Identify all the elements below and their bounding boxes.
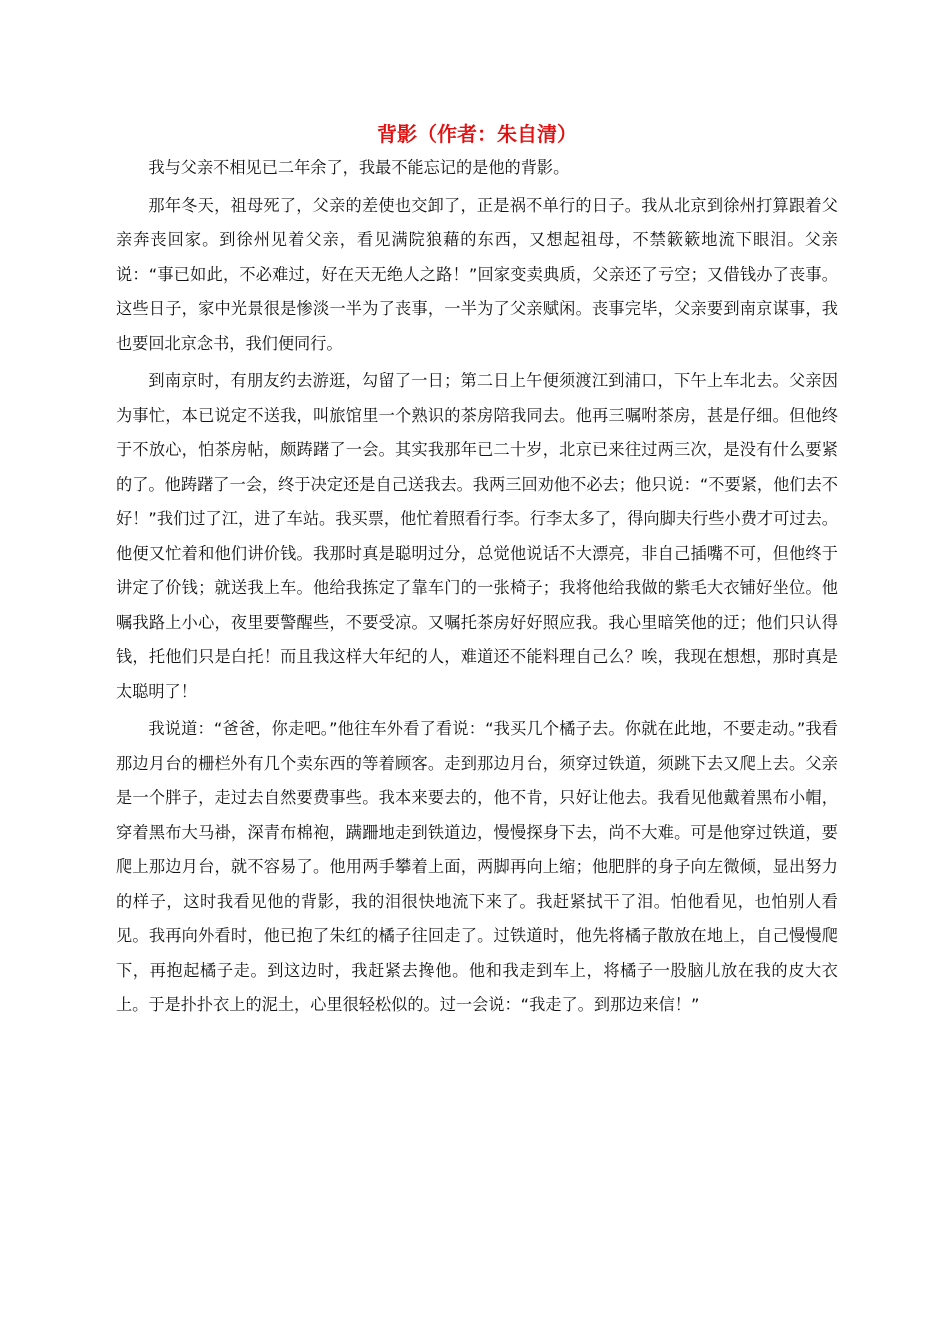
paragraph-1: 我与父亲不相见已二年余了，我最不能忘记的是他的背影。 [148,158,570,177]
paragraph-4: 我说道：“爸爸，你走吧。”他往车外看了看说：“我买几个橘子去。你就在此地，不要走动。”我看那边月台的栅栏外有几个卖东西的等着顾客。走到那边月台，须穿过铁道，须跳下去又爬上去。父亲是一个胖子，走过去自然要费事些。我本来要去的，他不肯，只好让他去。我看见他戴着黑布小帽，穿着黑布大马褂，深青布棉袍，蹒跚地走到铁道边，慢慢探身下去，尚不大难。可是他穿过铁道，要爬上那边月台，就不容易了。他用两手攀着上面，两脚再向上缩；他肥胖的身子向左微倾，显出努力的样子，这时我看见他的背影，我的泪很快地流下来了。我赶紧拭干了泪。怕他看见，也怕别人看见。我再向外看时，他已抱了朱红的橘子往回走了。过铁道时，他先将橘子散放在地上，自己慢慢爬下，再抱起橘子走。到这边时，我赶紧去搀他。他和我走到车上，将橘子一股脑儿放在我的皮大衣上。于是扑扑衣上的泥土，心里很轻松似的。过一会说：“我走了。到那边来信！” [116,719,838,1014]
document-title: 背影（作者：朱自清） [377,122,577,146]
paragraph-2: 那年冬天，祖母死了，父亲的差使也交卸了，正是祸不单行的日子。我从北京到徐州打算跟着父亲奔丧回家。到徐州见着父亲，看见满院狼藉的东西，又想起祖母，不禁簌簌地流下眼泪。父亲说：“事已如此，不必难过，好在天无绝人之路！”回家变卖典质，父亲还了亏空；又借钱办了丧事。这些日子，家中光景很是惨淡一半为了丧事，一半为了父亲赋闲。丧事完毕，父亲要到南京谋事，我也要回北京念书，我们便同行。 [116,195,838,353]
document-body [116,119,838,1023]
paragraph-3: 到南京时，有朋友约去游逛，勾留了一日；第二日上午便须渡江到浦口，下午上车北去。父亲因为事忙，本已说定不送我，叫旅馆里一个熟识的茶房陪我同去。他再三嘱咐茶房，甚是仔细。但他终于不放心，怕茶房帖，颇踌躇了一会。其实我那年已二十岁，北京已来往过两三次，是没有什么要紧的了。他踌躇了一会，终于决定还是自己送我去。我两三回劝他不必去；他只说：“不要紧，他们去不好！”我们过了江，进了车站。我买票，他忙着照看行李。行李太多了，得向脚夫行些小费才可过去。他便又忙着和他们讲价钱。我那时真是聪明过分，总觉他说话不大漂亮，非自己插嘴不可，但他终于讲定了价钱；就送我上车。他给我拣定了靠车门的一张椅子；我将他给我做的紫毛大衣铺好坐位。他嘱我路上小心，夜里要警醒些，不要受凉。又嘱托茶房好好照应我。我心里暗笑他的迂；他们只认得钱，托他们只是白托！而且我这样大年纪的人，难道还不能料理自己么？唉，我现在想想，那时真是太聪明了！ [116,371,838,701]
